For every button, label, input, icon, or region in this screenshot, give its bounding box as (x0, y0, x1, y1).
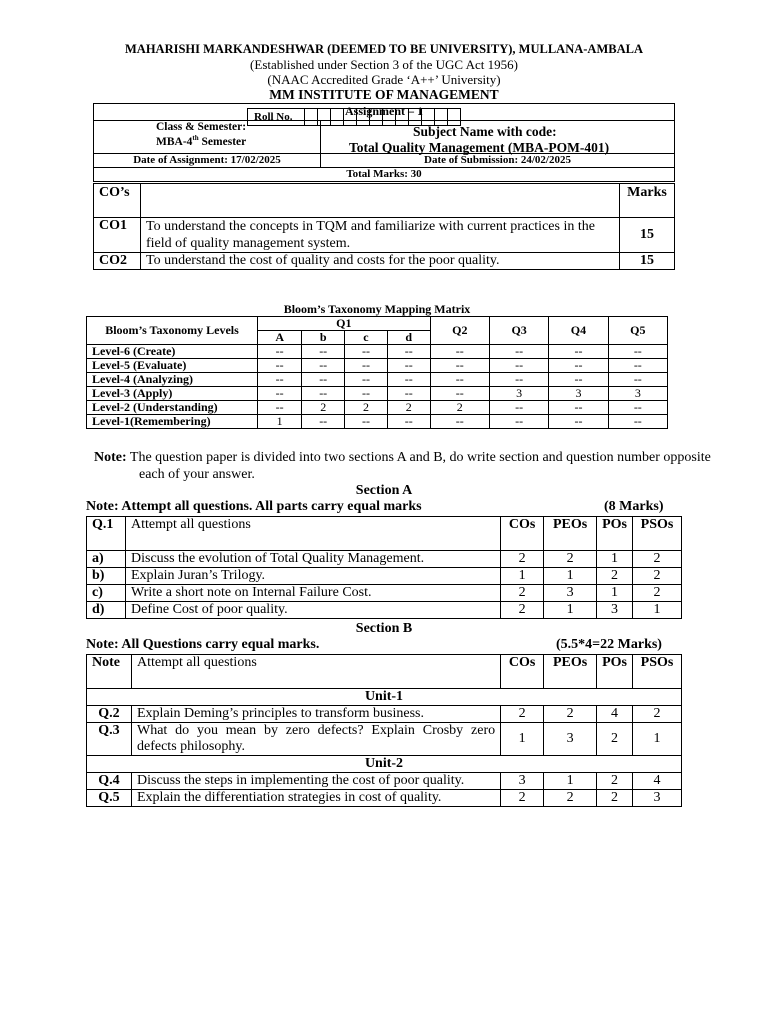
q2-peos: 2 (544, 706, 597, 723)
unit-1-heading: Unit-1 (87, 689, 682, 706)
q4-cos: 3 (501, 773, 544, 790)
bloom-cell: 3 (608, 387, 667, 401)
bloom-cell: -- (489, 415, 548, 429)
bloom-cell: -- (489, 345, 548, 359)
section-a-question-text: Define Cost of poor quality. (126, 602, 501, 619)
section-a-row (87, 551, 682, 568)
roll-digit-box[interactable] (382, 108, 396, 126)
subject-value: Total Quality Management (MBA-POM-401) (349, 140, 610, 155)
roll-digit-box[interactable] (356, 108, 370, 126)
roll-digit-box[interactable] (369, 108, 383, 126)
bloom-q4-header: Q4 (549, 317, 608, 345)
roll-digit-box[interactable] (304, 108, 318, 126)
section-b-note: Note: All Questions carry equal marks. (86, 637, 320, 652)
co2-marks: 15 (620, 253, 675, 270)
co2-description: To understand the cost of quality and costs for the poor quality. (141, 253, 620, 270)
bloom-cell: -- (302, 415, 345, 429)
roll-digit-box[interactable] (421, 108, 435, 126)
bloom-cell: -- (387, 345, 430, 359)
class-label: Class & Semester: (156, 121, 247, 133)
bloom-cell: -- (345, 345, 388, 359)
bloom-cell: -- (549, 345, 608, 359)
roll-number-label: Roll No. (254, 111, 293, 123)
q2-cos: 2 (501, 706, 544, 723)
institute-name: MM INSTITUTE OF MANAGEMENT (269, 87, 499, 102)
q5-pos: 2 (597, 790, 633, 807)
q5-text: Explain the differentiation strategies in cost of quality. (132, 790, 501, 807)
section-a-psos: 1 (633, 602, 682, 619)
co-desc-header (141, 184, 620, 218)
roll-digit-box[interactable] (447, 108, 461, 126)
bloom-cell: -- (430, 373, 489, 387)
bloom-cell: 2 (387, 401, 430, 415)
section-a-psos: 2 (633, 568, 682, 585)
q3-text: What do you mean by zero defects? Explain Crosby zero defects philosophy. (132, 723, 501, 756)
q2-pos: 4 (597, 706, 633, 723)
bloom-cell: -- (345, 387, 388, 401)
general-note: Note: The question paper is divided into two sections A and B, do write section and question number opposite each of your answer. (94, 450, 711, 482)
section-a-question-text: Discuss the evolution of Total Quality Management. (126, 551, 501, 568)
roll-digit-box[interactable] (343, 108, 357, 126)
q5-number: Q.5 (87, 790, 132, 807)
bloom-row (87, 415, 668, 429)
section-a-peos: 1 (544, 602, 597, 619)
bloom-cell: -- (258, 387, 302, 401)
section-a-pos: 3 (597, 602, 633, 619)
q2-psos: 2 (633, 706, 682, 723)
q4-psos: 4 (633, 773, 682, 790)
bloom-cell: 2 (345, 401, 388, 415)
section-b-q-header: Note (87, 655, 132, 689)
section-a-cos: 2 (501, 551, 544, 568)
marks-header: Marks (620, 184, 675, 218)
q3-peos: 3 (544, 723, 597, 756)
bloom-level-label: Level-4 (Analyzing) (87, 373, 258, 387)
bloom-cell: -- (302, 359, 345, 373)
bloom-q2-header: Q2 (430, 317, 489, 345)
bloom-cell: -- (489, 373, 548, 387)
bloom-sub-a: A (258, 331, 302, 345)
q5-psos: 3 (633, 790, 682, 807)
section-b-table (86, 654, 682, 807)
roll-digit-box[interactable] (317, 108, 331, 126)
bloom-q1-header: Q1 (258, 317, 431, 331)
bloom-cell: -- (430, 359, 489, 373)
q3-psos: 1 (633, 723, 682, 756)
bloom-cell: -- (549, 373, 608, 387)
bloom-cell: -- (608, 373, 667, 387)
q5-peos: 2 (544, 790, 597, 807)
bloom-cell: 2 (430, 401, 489, 415)
bloom-sub-d: d (387, 331, 430, 345)
section-a-pos: 2 (597, 568, 633, 585)
bloom-cell: -- (258, 373, 302, 387)
section-a-peos: 3 (544, 585, 597, 602)
roll-digit-box[interactable] (434, 108, 448, 126)
bloom-cell: -- (387, 415, 430, 429)
section-b-marks: (5.5*4=22 Marks) (556, 637, 662, 652)
unit-2-heading: Unit-2 (87, 756, 682, 773)
section-a-part-label: c) (87, 585, 126, 602)
q5-cos: 2 (501, 790, 544, 807)
bloom-matrix-table (86, 316, 668, 429)
subject-label: Subject Name with code: (413, 124, 557, 139)
bloom-cell: -- (258, 401, 302, 415)
co1-marks: 15 (620, 218, 675, 253)
bloom-cell: -- (387, 373, 430, 387)
bloom-q3-header: Q3 (489, 317, 548, 345)
roll-digit-box[interactable] (330, 108, 344, 126)
co-header: CO’s (94, 184, 141, 218)
section-b-pos-header: POs (597, 655, 633, 689)
section-a-peos: 1 (544, 568, 597, 585)
bloom-cell: -- (489, 401, 548, 415)
section-a-cos-header: COs (501, 517, 544, 551)
bloom-cell: -- (549, 415, 608, 429)
section-a-title: Section A (355, 483, 413, 498)
bloom-level-label: Level-6 (Create) (87, 345, 258, 359)
section-a-pos: 1 (597, 585, 633, 602)
section-a-q-header: Q.1 (87, 517, 126, 551)
bloom-cell: -- (302, 345, 345, 359)
co1-description: To understand the concepts in TQM and familiarize with current practices in the field of quality management system. (141, 218, 620, 253)
class-value: MBA-4th Semester (156, 134, 247, 148)
q4-number: Q.4 (87, 773, 132, 790)
bloom-cell: -- (608, 345, 667, 359)
section-a-peos: 2 (544, 551, 597, 568)
section-a-part-label: b) (87, 568, 126, 585)
section-b-peos-header: PEOs (544, 655, 597, 689)
section-a-question-text: Write a short note on Internal Failure Cost. (126, 585, 501, 602)
bloom-level-label: Level-3 (Apply) (87, 387, 258, 401)
bloom-row (87, 359, 668, 373)
bloom-sub-c: c (345, 331, 388, 345)
established-line: (Established under Section 3 of the UGC Act 1956) (250, 57, 518, 72)
section-a-text-header: Attempt all questions (126, 517, 501, 551)
section-a-part-label: d) (87, 602, 126, 619)
q2-text: Explain Deming’s principles to transform business. (132, 706, 501, 723)
section-a-peos-header: PEOs (544, 517, 597, 551)
bloom-row (87, 373, 668, 387)
bloom-cell: -- (258, 345, 302, 359)
roll-digit-box[interactable] (395, 108, 409, 126)
q4-text: Discuss the steps in implementing the cost of poor quality. (132, 773, 501, 790)
section-a-pos-header: POs (597, 517, 633, 551)
assignment-title: Assignment – 1 (344, 104, 423, 118)
section-a-table (86, 516, 682, 619)
section-a-row (87, 602, 682, 619)
bloom-levels-header: Bloom’s Taxonomy Levels (87, 317, 258, 345)
bloom-cell: -- (608, 359, 667, 373)
section-a-question-text: Explain Juran’s Trilogy. (126, 568, 501, 585)
section-a-cos: 2 (501, 602, 544, 619)
naac-line: (NAAC Accredited Grade ‘A++’ University) (267, 72, 501, 87)
bloom-cell: -- (608, 415, 667, 429)
bloom-cell: -- (387, 387, 430, 401)
roll-number-grid[interactable] (248, 108, 461, 126)
bloom-cell: 3 (489, 387, 548, 401)
bloom-cell: -- (430, 345, 489, 359)
bloom-cell: -- (302, 387, 345, 401)
section-a-row (87, 568, 682, 585)
bloom-cell: -- (549, 359, 608, 373)
section-a-psos: 2 (633, 585, 682, 602)
bloom-title: Bloom’s Taxonomy Mapping Matrix (283, 302, 471, 316)
co2-label: CO2 (94, 253, 141, 270)
section-a-psos-header: PSOs (633, 517, 682, 551)
total-marks: Total Marks: 30 (94, 168, 675, 182)
q3-cos: 1 (501, 723, 544, 756)
section-a-cos: 2 (501, 585, 544, 602)
bloom-row (87, 345, 668, 359)
section-b-cos-header: COs (501, 655, 544, 689)
bloom-cell: 2 (302, 401, 345, 415)
bloom-level-label: Level-2 (Understanding) (87, 401, 258, 415)
bloom-sub-b: b (302, 331, 345, 345)
q3-number: Q.3 (87, 723, 132, 756)
q3-pos: 2 (597, 723, 633, 756)
roll-digit-box[interactable] (408, 108, 422, 126)
bloom-cell: -- (258, 359, 302, 373)
bloom-row (87, 387, 668, 401)
bloom-level-label: Level-5 (Evaluate) (87, 359, 258, 373)
bloom-cell: -- (345, 373, 388, 387)
bloom-cell: -- (489, 359, 548, 373)
bloom-cell: -- (302, 373, 345, 387)
bloom-cell: -- (387, 359, 430, 373)
bloom-cell: -- (549, 401, 608, 415)
bloom-level-label: Level-1(Remembering) (87, 415, 258, 429)
co1-label: CO1 (94, 218, 141, 253)
section-b-psos-header: PSOs (633, 655, 682, 689)
bloom-cell: -- (608, 401, 667, 415)
bloom-row (87, 401, 668, 415)
section-b-text-header: Attempt all questions (132, 655, 501, 689)
bloom-q5-header: Q5 (608, 317, 667, 345)
section-a-cos: 1 (501, 568, 544, 585)
date-of-assignment: Date of Assignment: 17/02/2025 (94, 154, 321, 168)
bloom-cell: -- (345, 415, 388, 429)
section-a-row (87, 585, 682, 602)
section-b-title: Section B (355, 621, 413, 636)
bloom-cell: -- (430, 415, 489, 429)
section-a-note: Note: Attempt all questions. All parts carry equal marks (86, 499, 422, 514)
section-a-psos: 2 (633, 551, 682, 568)
university-name: MAHARISHI MARKANDESHWAR (DEEMED TO BE UNIVERSITY), MULLANA-AMBALA (125, 42, 643, 56)
bloom-cell: -- (430, 387, 489, 401)
bloom-cell: -- (345, 359, 388, 373)
bloom-cell: 1 (258, 415, 302, 429)
course-outcomes-table (93, 183, 675, 270)
section-a-marks: (8 Marks) (604, 499, 664, 514)
date-of-submission: Date of Submission: 24/02/2025 (321, 154, 675, 168)
section-a-part-label: a) (87, 551, 126, 568)
section-a-pos: 1 (597, 551, 633, 568)
q4-pos: 2 (597, 773, 633, 790)
q2-number: Q.2 (87, 706, 132, 723)
q4-peos: 1 (544, 773, 597, 790)
bloom-cell: 3 (549, 387, 608, 401)
